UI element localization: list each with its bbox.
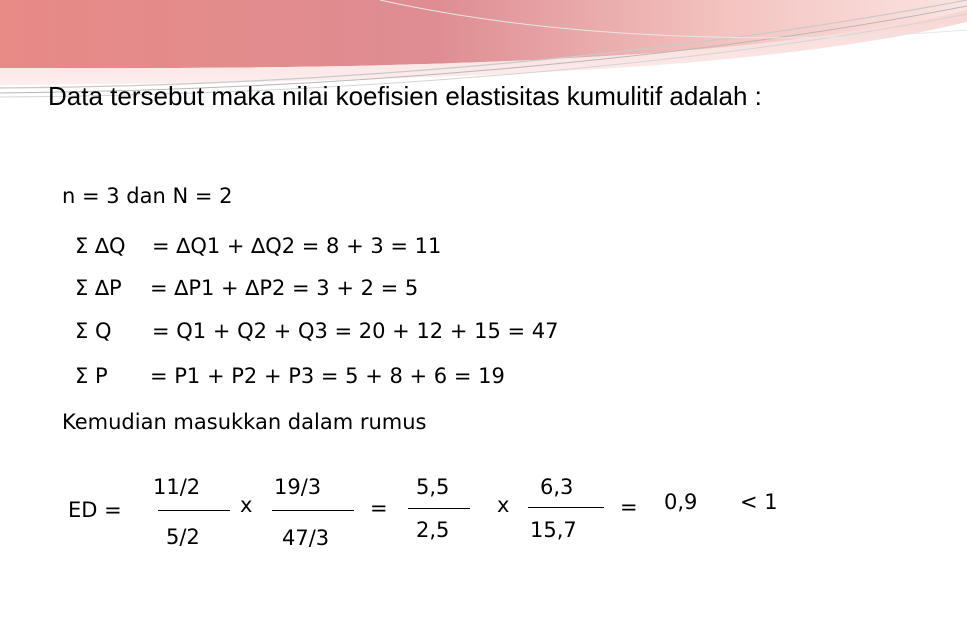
sum-q-label: Σ Q: [75, 319, 112, 343]
params-line: n = 3 dan N = 2: [62, 184, 233, 208]
fraction4-denominator: 15,7: [530, 518, 577, 542]
equals-sign-1: =: [370, 496, 388, 520]
fraction4-bar: [528, 507, 604, 508]
multiply-sign-2: x: [497, 493, 510, 517]
fraction1-numerator: 11/2: [153, 475, 201, 499]
fraction1-denominator: 5/2: [166, 525, 200, 549]
slide-title: Data tersebut maka nilai koefisien elastisitas kumulitif adalah :: [48, 81, 762, 111]
sum-p-expression: = P1 + P2 + P3 = 5 + 8 + 6 = 19: [150, 364, 505, 388]
comparison-less-than-one: < 1: [740, 490, 778, 514]
multiply-sign-1: x: [240, 493, 253, 517]
fraction2-denominator: 47/3: [282, 526, 330, 550]
sum-delta-p-label: Σ ∆P: [75, 276, 122, 300]
fraction2-numerator: 19/3: [274, 475, 322, 499]
sum-q-expression: = Q1 + Q2 + Q3 = 20 + 12 + 15 = 47: [152, 319, 559, 343]
fraction4-numerator: 6,3: [540, 475, 574, 499]
fraction3-numerator: 5,5: [416, 475, 450, 499]
sum-delta-q-expression: = ∆Q1 + ∆Q2 = 8 + 3 = 11: [152, 234, 442, 258]
fraction3-denominator: 2,5: [416, 518, 450, 542]
equals-sign-2: =: [620, 495, 638, 519]
sum-delta-q-label: Σ ∆Q: [75, 234, 126, 258]
instruction-text: Kemudian masukkan dalam rumus: [62, 410, 427, 434]
fraction2-bar: [272, 510, 354, 511]
fraction1-bar: [158, 510, 230, 511]
fraction3-bar: [408, 508, 470, 509]
result-value: 0,9: [664, 490, 698, 514]
sum-delta-p-expression: = ∆P1 + ∆P2 = 3 + 2 = 5: [150, 276, 419, 300]
formula-lhs: ED =: [68, 498, 122, 522]
sum-p-label: Σ P: [75, 364, 108, 388]
